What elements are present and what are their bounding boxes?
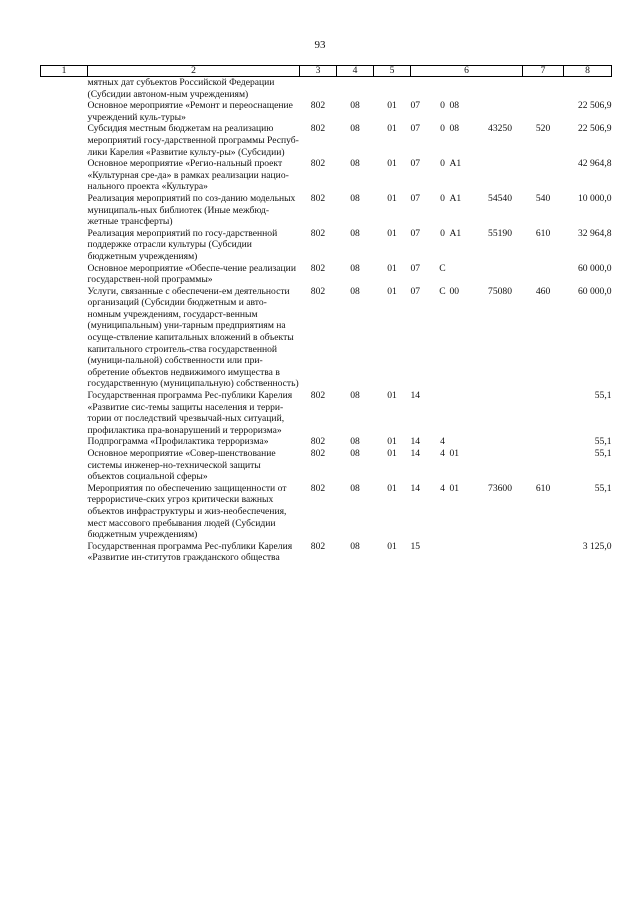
cell-section: 08 — [350, 158, 360, 170]
cell-program: 07 — [410, 100, 421, 112]
cell-admin-code: 802 — [310, 227, 326, 239]
cell-subsection: 01 — [387, 448, 397, 459]
cell-admin-code: 802 — [310, 262, 326, 274]
column-header: 2 — [88, 66, 300, 77]
cell-subprogram — [436, 77, 450, 101]
cell-program: 07 — [410, 192, 421, 204]
cell-subsection: 01 — [387, 192, 397, 204]
cell-col-1 — [41, 193, 88, 228]
cell-subsection: 01 — [387, 540, 397, 552]
table-body — [41, 77, 612, 564]
cell-section — [337, 77, 374, 101]
cell-col-1 — [41, 158, 88, 193]
cell-subsection: 01 — [387, 123, 397, 135]
row-description: мятных дат субъектов Российской Федерации (Субсидии автоном-ным учреждениям) — [87, 77, 275, 100]
cell-subprogram: 4 — [440, 482, 445, 494]
cell-section: 08 — [350, 436, 360, 448]
cell-expense-type — [523, 541, 564, 564]
column-header: 4 — [337, 66, 374, 77]
cell-admin-code — [300, 77, 337, 101]
cell-amount: 60 000,0 — [577, 285, 612, 297]
cell-admin-code: 802 — [310, 482, 326, 494]
cell-direction: 54540 — [488, 192, 513, 204]
cell-activity: 08 — [449, 100, 460, 112]
cell-program: 07 — [410, 123, 421, 135]
cell-section: 08 — [350, 262, 360, 274]
column-header: 7 — [523, 66, 564, 77]
cell-direction: 75080 — [488, 285, 513, 297]
cell-program: 14 — [410, 436, 421, 448]
cell-subsection: 01 — [387, 158, 397, 170]
cell-section: 08 — [350, 390, 360, 402]
cell-program: 07 — [410, 262, 421, 274]
cell-col-1 — [41, 436, 88, 448]
cell-subsection: 01 — [387, 262, 397, 274]
cell-section: 08 — [350, 482, 360, 494]
row-description: Основное мероприятие «Регио-нальный проект «Культурная сре-да» в рамках реализации нацио-нального проекта «Культура» — [87, 158, 289, 193]
cell-activity — [450, 436, 478, 448]
cell-admin-code: 802 — [310, 390, 326, 402]
cell-col-1 — [41, 541, 88, 564]
table-row — [41, 123, 612, 158]
cell-section: 08 — [350, 100, 360, 112]
cell-subsection: 01 — [387, 100, 397, 112]
cell-program: 07 — [410, 158, 421, 170]
column-header: 8 — [564, 66, 612, 77]
cell-amount: 10 000,0 — [577, 192, 612, 204]
cell-expense-type — [523, 448, 564, 483]
table-row — [41, 158, 612, 193]
table-row — [41, 483, 612, 541]
cell-direction: 73600 — [488, 482, 513, 494]
cell-col-1 — [41, 286, 88, 390]
cell-amount: 55,1 — [594, 448, 612, 459]
cell-program: 14 — [410, 448, 421, 459]
cell-activity — [450, 541, 478, 564]
cell-subprogram: 0 — [440, 100, 445, 112]
cell-expense-type: 460 — [535, 285, 551, 297]
cell-expense-type — [523, 390, 564, 436]
cell-amount: 32 964,8 — [577, 227, 612, 239]
cell-activity: 01 — [449, 448, 460, 459]
cell-subprogram: C — [439, 285, 446, 297]
cell-activity: A1 — [449, 192, 462, 204]
cell-subprogram: 0 — [440, 123, 445, 135]
cell-activity: 01 — [449, 482, 460, 494]
cell-admin-code: 802 — [310, 448, 326, 459]
cell-col-1 — [41, 228, 88, 263]
cell-activity — [450, 263, 478, 286]
table-row — [41, 541, 612, 564]
cell-subsection: 01 — [387, 227, 397, 239]
cell-expense-type — [523, 77, 564, 101]
cell-activity: A1 — [449, 227, 462, 239]
cell-section: 08 — [350, 192, 360, 204]
row-description: Субсидия местным бюджетам на реализацию мероприятий госу-дарственной программы Респуб-лики Карелия «Развитие культу-ры» (Субсидии) — [87, 123, 299, 158]
cell-amount: 55,1 — [594, 390, 612, 402]
cell-subsection: 01 — [387, 285, 397, 297]
cell-direction — [478, 158, 523, 193]
cell-program: 07 — [410, 285, 421, 297]
cell-direction: 55190 — [488, 227, 513, 239]
cell-admin-code: 802 — [310, 436, 326, 448]
cell-admin-code: 802 — [310, 540, 326, 552]
cell-amount — [564, 77, 612, 101]
cell-section: 08 — [350, 448, 360, 459]
table-row — [41, 390, 612, 436]
cell-admin-code: 802 — [310, 123, 326, 135]
cell-direction — [478, 77, 523, 101]
table-row — [41, 228, 612, 263]
cell-admin-code: 802 — [310, 285, 326, 297]
cell-direction — [478, 436, 523, 448]
cell-col-1 — [41, 263, 88, 286]
row-description: Основное мероприятие «Ремонт и переоснащение учреждений куль-туры» — [87, 100, 293, 123]
cell-amount: 60 000,0 — [577, 262, 612, 274]
table-row — [41, 286, 612, 390]
cell-subsection: 01 — [387, 390, 397, 402]
cell-section: 08 — [350, 227, 360, 239]
cell-activity: 08 — [449, 123, 460, 135]
cell-section: 08 — [350, 285, 360, 297]
row-description: Основное мероприятие «Обеспе-чение реализации государствен-ной программы» — [87, 262, 296, 286]
cell-col-1 — [41, 483, 88, 541]
column-header: 6 — [411, 66, 523, 77]
cell-amount: 55,1 — [594, 482, 612, 494]
cell-section: 08 — [350, 540, 360, 552]
table-row — [41, 77, 612, 101]
row-description: Услуги, связанные с обеспечени-ем деятельности организаций (Субсидии бюджетным и авто-номным учреждениям, государст-венным (муниципальным) уни-тарным предприятиям на осуще-ствление капитальных вложений в объекты капитального строитель-ства государственной (муници-пальной) собственности или при-обретение объектов недвижимого имущества в государственную (муниципальную) собственность) — [87, 285, 299, 390]
cell-direction — [478, 263, 523, 286]
header-row — [41, 66, 612, 77]
column-header: 3 — [300, 66, 337, 77]
row-description: Государственная программа Рес-публики Карелия «Развитие ин-ститутов гражданского общества — [87, 540, 293, 564]
cell-subprogram: 4 — [440, 436, 445, 448]
cell-subprogram: 0 — [440, 192, 445, 204]
cell-col-1 — [41, 100, 88, 123]
cell-admin-code: 802 — [310, 100, 326, 112]
row-description: Реализация мероприятий по соз-данию модельных муниципаль-ных библиотек (Иные межбюд-жетные трансферты) — [87, 192, 296, 228]
cell-activity — [450, 390, 478, 436]
cell-direction — [478, 541, 523, 564]
cell-amount: 22 506,9 — [577, 100, 612, 112]
cell-direction: 43250 — [488, 123, 513, 135]
cell-admin-code: 802 — [310, 192, 326, 204]
cell-expense-type — [523, 158, 564, 193]
cell-direction — [478, 100, 523, 123]
table-row — [41, 436, 612, 448]
cell-activity: A1 — [449, 158, 462, 170]
cell-subsection: 01 — [387, 482, 397, 494]
cell-expense-type: 520 — [535, 123, 551, 135]
cell-subsection: 01 — [387, 436, 397, 448]
row-description: Государственная программа Рес-публики Карелия «Развитие сис-темы защиты населения и терри-тории от последствий чрезвычай-ных ситуаций, профилактика пра-вонарушений и терроризма» — [87, 390, 293, 436]
cell-col-1 — [41, 123, 88, 158]
cell-subprogram: 0 — [440, 158, 445, 170]
cell-program — [411, 77, 436, 101]
row-description: Основное мероприятие «Совер-шенствование системы инженер-но-технической защиты объектов социальной сферы» — [87, 448, 276, 483]
cell-direction — [478, 448, 523, 483]
cell-section: 08 — [350, 123, 360, 135]
cell-subprogram — [436, 390, 450, 436]
cell-expense-type — [523, 436, 564, 448]
cell-subprogram: C — [439, 262, 446, 274]
cell-expense-type: 540 — [535, 192, 551, 204]
cell-col-1 — [41, 390, 88, 436]
cell-subsection — [374, 77, 411, 101]
cell-subprogram — [436, 541, 450, 564]
column-header: 5 — [374, 66, 411, 77]
cell-expense-type: 610 — [535, 482, 551, 494]
cell-amount: 42 964,8 — [577, 158, 612, 170]
cell-expense-type — [523, 100, 564, 123]
cell-amount: 55,1 — [594, 436, 612, 448]
cell-program: 15 — [410, 540, 421, 552]
cell-subprogram: 0 — [440, 227, 445, 239]
budget-table — [40, 65, 612, 564]
cell-amount: 3 125,0 — [582, 540, 612, 552]
cell-col-1 — [41, 448, 88, 483]
cell-activity — [450, 77, 478, 101]
table-row — [41, 193, 612, 228]
cell-admin-code: 802 — [310, 158, 326, 170]
table-row — [41, 100, 612, 123]
page-number: 93 — [314, 39, 326, 51]
cell-direction — [478, 390, 523, 436]
cell-activity: 00 — [449, 285, 460, 297]
table-row — [41, 448, 612, 483]
row-description: Мероприятия по обеспечению защищенности от террористиче-ских угроз критически важных объектов инфраструктуры и жиз-необеспечения, мест массового пребывания людей (Субсидии бюджетным учреждениям) — [87, 482, 287, 541]
cell-expense-type: 610 — [535, 227, 551, 239]
row-description: Подпрограмма «Профилактика терроризма» — [87, 436, 269, 448]
cell-col-1 — [41, 77, 88, 101]
cell-amount: 22 506,9 — [577, 123, 612, 135]
row-description: Реализация мероприятий по госу-дарственной поддержке отрасли культуры (Субсидии бюджетным учреждениям) — [87, 227, 278, 262]
cell-program: 14 — [410, 482, 421, 494]
column-header: 1 — [41, 66, 88, 77]
cell-expense-type — [523, 263, 564, 286]
cell-subprogram: 4 — [440, 448, 445, 459]
cell-program: 07 — [410, 227, 421, 239]
cell-program: 14 — [410, 390, 421, 402]
table-row — [41, 263, 612, 286]
